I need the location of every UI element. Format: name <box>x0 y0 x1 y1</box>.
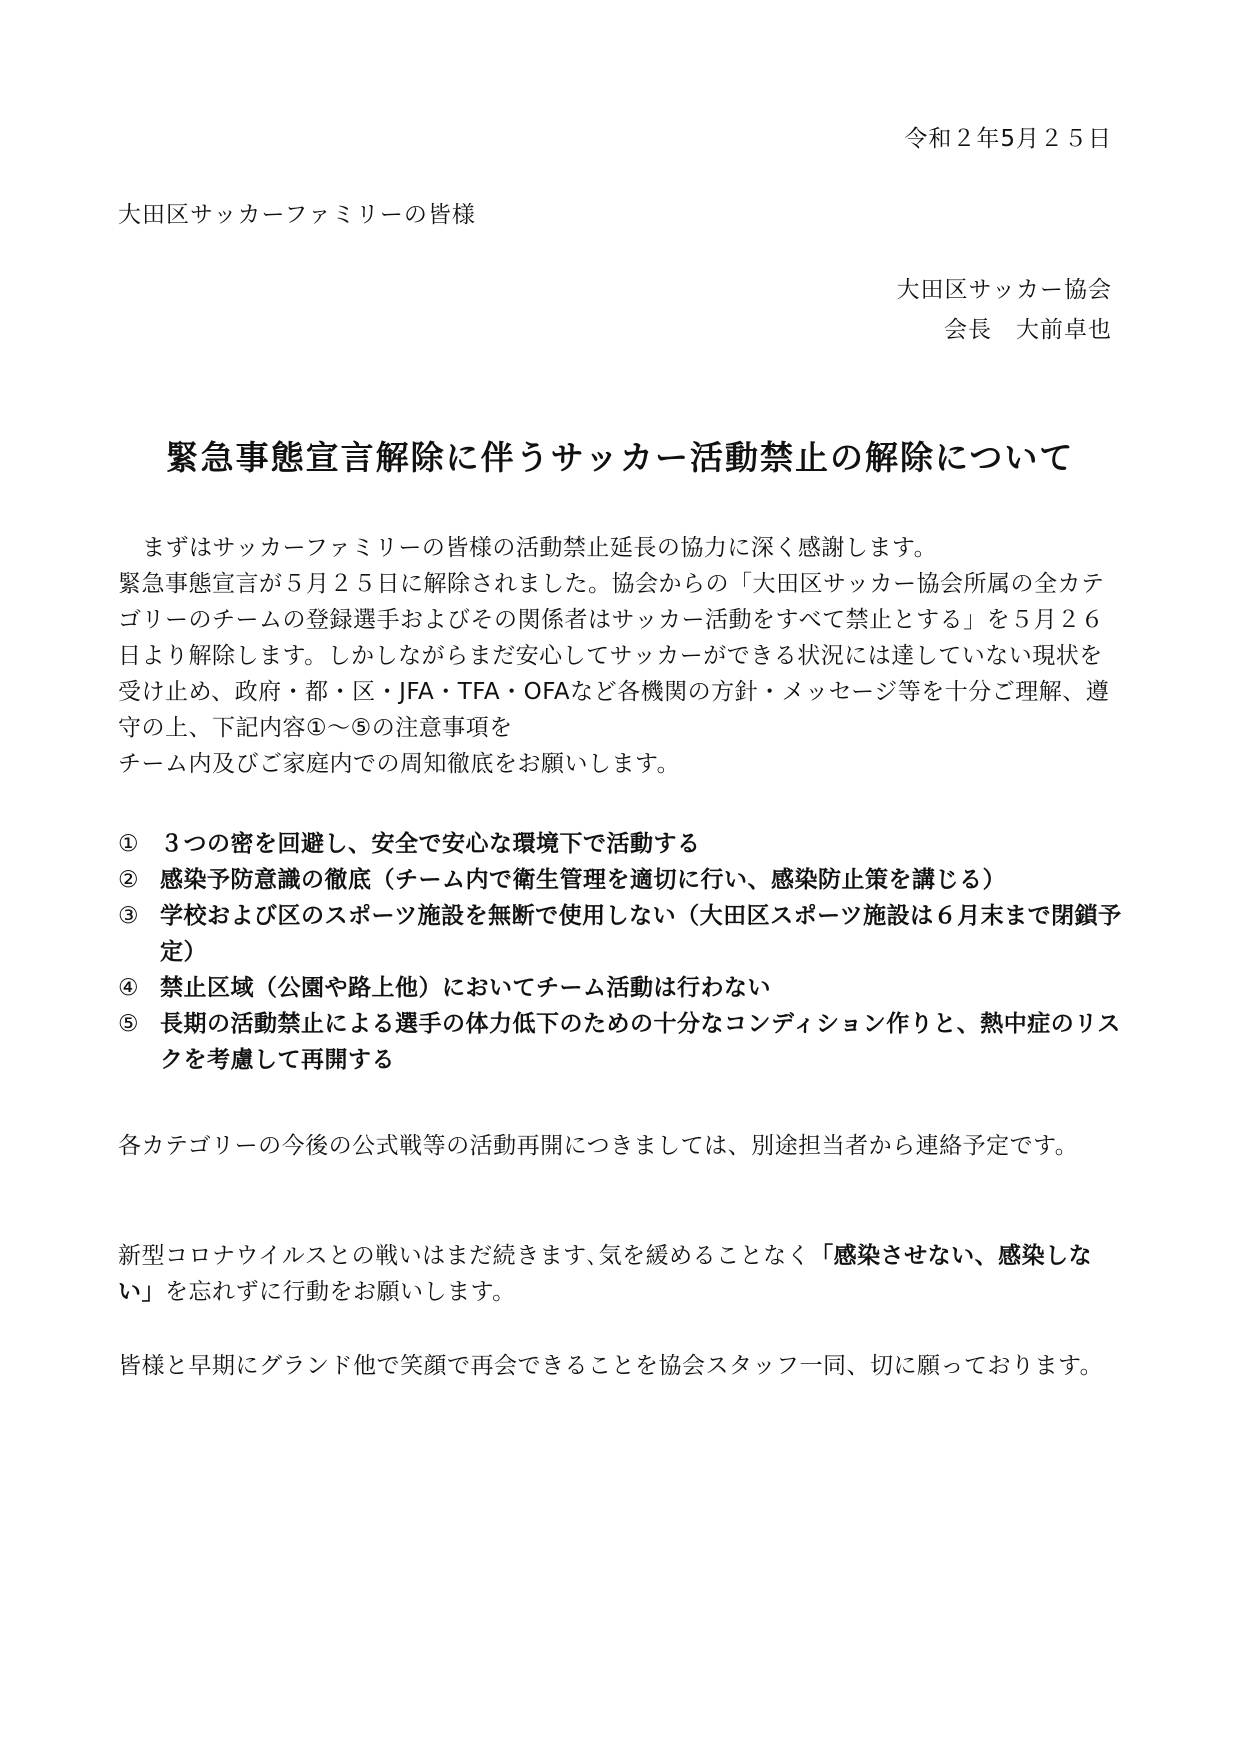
rule-item-3 <box>118 898 1128 970</box>
caution-text-pre: 新型コロナウイルスとの戦いはまだ続きます､気を緩めることなく <box>118 1243 811 1269</box>
rule-number: ① <box>118 831 140 857</box>
intro-line-thanks: まずはサッカーファミリーの皆様の活動禁止延長の協力に深く感謝します。 <box>142 535 938 561</box>
caution-slogan: 「感染させない、感染しない」 <box>118 1243 1093 1305</box>
intro-paragraph <box>118 530 1118 782</box>
resumption-notice: 各カテゴリーの今後の公式戦等の活動再開につきましては、別途担当者から連絡予定です。 <box>118 1133 1079 1159</box>
rule-text: ３つの密を回避し、安全で安心な環境下で活動する <box>160 831 701 857</box>
rules-list <box>118 826 1128 1078</box>
intro-line-request: チーム内及びご家庭内での周知徹底をお願いします。 <box>118 751 681 777</box>
rule-text: 禁止区域（公園や路上他）においてチーム活動は行わない <box>160 975 771 1001</box>
rule-number: ② <box>118 867 140 893</box>
rule-item-2 <box>118 862 1128 898</box>
document-title: 緊急事態宣言解除に伴うサッカー活動禁止の解除について <box>165 438 1075 477</box>
sender-block <box>896 270 1112 350</box>
rule-number: ④ <box>118 975 140 1001</box>
addressee: 大田区サッカーファミリーの皆様 <box>118 202 476 228</box>
document-date: 令和２年5月２５日 <box>904 126 1112 152</box>
rule-number: ⑤ <box>118 1011 140 1037</box>
closing-paragraph: 皆様と早期にグランド他で笑顔で再会できることを協会スタッフ一同、切に願っております。 <box>118 1353 1104 1379</box>
sender-person: 会長 大前卓也 <box>944 317 1112 343</box>
sender-organization: 大田区サッカー協会 <box>896 277 1112 303</box>
rule-item-4 <box>118 970 1128 1006</box>
rule-item-1 <box>118 826 1128 862</box>
rule-text: 学校および区のスポーツ施設を無断で使用しない（大田区スポーツ施設は６月末まで閉鎖予定） <box>160 903 1122 965</box>
caution-paragraph <box>118 1238 1118 1310</box>
rule-item-5 <box>118 1006 1128 1078</box>
intro-line-announcement: 緊急事態宣言が５月２５日に解除されました。協会からの「大田区サッカー協会所属の全カテゴリーのチームの登録選手およびその関係者はサッカー活動をすべて禁止とする」を５月２６日より解除します。しかしながらまだ安心してサッカーができる状況には達していない現状を受け止め、政府・都・区・JFA・TFA・OFAなど各機関の方針・メッセージ等を十分ご理解、遵守の上、下記内容①～⑤の注意事項を <box>118 571 1110 741</box>
rule-text: 感染予防意識の徹底（チーム内で衛生管理を適切に行い、感染防止策を講じる） <box>160 867 1006 893</box>
rule-text: 長期の活動禁止による選手の体力低下のための十分なコンディション作りと、熱中症のリスクを考慮して再開する <box>160 1011 1121 1073</box>
caution-text-post: を忘れずに行動をお願いします。 <box>165 1279 516 1305</box>
rule-number: ③ <box>118 903 140 929</box>
